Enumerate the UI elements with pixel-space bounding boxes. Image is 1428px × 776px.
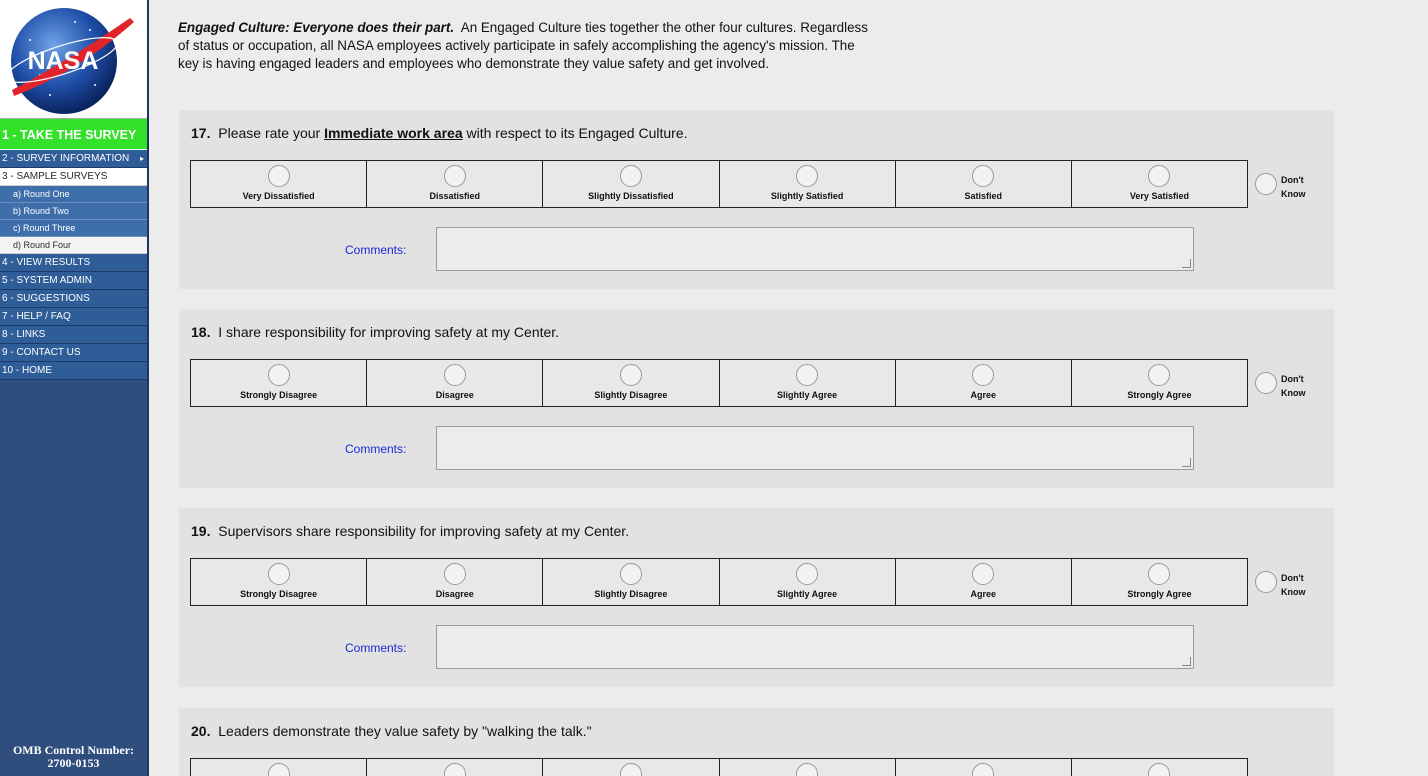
radio-button[interactable] <box>1148 563 1170 585</box>
rating-option[interactable] <box>367 161 543 207</box>
nav-survey-information-label: 2 - SURVEY INFORMATION <box>2 153 130 164</box>
rating-option[interactable] <box>1072 360 1247 406</box>
radio-button[interactable] <box>620 364 642 386</box>
rating-option[interactable] <box>1072 759 1247 776</box>
question-title <box>191 523 629 539</box>
radio-button[interactable] <box>268 563 290 585</box>
rating-option-label: Strongly Disagree <box>240 589 318 599</box>
radio-button[interactable] <box>796 165 818 187</box>
omb-value: 2700-0153 <box>47 756 100 770</box>
comments-textarea[interactable] <box>436 227 1194 271</box>
rating-option[interactable] <box>543 360 719 406</box>
rating-option-label: Slightly Agree <box>777 589 838 599</box>
nav-contact-us[interactable]: 9 - CONTACT US <box>0 344 147 362</box>
radio-button[interactable] <box>444 364 466 386</box>
rating-option[interactable] <box>191 360 367 406</box>
rating-option[interactable] <box>191 759 367 776</box>
question-block <box>179 708 1334 776</box>
nav-suggestions[interactable]: 6 - SUGGESTIONS <box>0 290 147 308</box>
dont-know-radio[interactable] <box>1255 173 1277 195</box>
rating-option[interactable] <box>896 559 1072 605</box>
rating-option-label: Dissatisfied <box>429 191 481 201</box>
radio-button[interactable] <box>1148 364 1170 386</box>
question-number: 20. <box>191 723 211 739</box>
radio-button[interactable] <box>1148 763 1170 776</box>
radio-button[interactable] <box>620 563 642 585</box>
nav-round-two[interactable]: b) Round Two <box>0 203 147 220</box>
question-text: I share responsibility for improving safety at my Center. <box>218 324 560 340</box>
radio-button[interactable] <box>268 763 290 776</box>
rating-option-label: Strongly Agree <box>1127 589 1192 599</box>
nav-help-faq[interactable]: 7 - HELP / FAQ <box>0 308 147 326</box>
rating-option[interactable] <box>543 161 719 207</box>
rating-option-label: Agree <box>970 589 997 599</box>
radio-button[interactable] <box>796 563 818 585</box>
radio-button[interactable] <box>796 763 818 776</box>
rating-option-label: Disagree <box>435 589 474 599</box>
nav-home[interactable]: 10 - HOME <box>0 362 147 380</box>
dont-know-radio[interactable] <box>1255 571 1277 593</box>
radio-button[interactable] <box>972 165 994 187</box>
nasa-logo[interactable] <box>0 0 147 118</box>
question-title <box>191 723 592 739</box>
intro-text: An Engaged Culture ties together the other four cultures. Regardless of status or occupation, all NASA employees actively participate in safely accomplishing the agency's mission. The key is having engaged leaders and employees who demonstrate they value safety and get involved. <box>178 20 868 71</box>
nav-system-admin[interactable]: 5 - SYSTEM ADMIN <box>0 272 147 290</box>
question-emphasis: Immediate work area <box>324 125 463 141</box>
radio-button[interactable] <box>972 763 994 776</box>
radio-button[interactable] <box>268 165 290 187</box>
rating-option[interactable] <box>367 360 543 406</box>
rating-scale <box>190 558 1248 606</box>
radio-button[interactable] <box>972 364 994 386</box>
nasa-logo-icon <box>0 0 147 118</box>
rating-option[interactable] <box>896 759 1072 776</box>
rating-option-label: Disagree <box>435 390 474 400</box>
rating-option[interactable] <box>720 559 896 605</box>
rating-option[interactable] <box>720 161 896 207</box>
sidebar <box>0 0 149 776</box>
radio-button[interactable] <box>444 763 466 776</box>
rating-option-label: Strongly Disagree <box>240 390 318 400</box>
comments-textarea[interactable] <box>436 426 1194 470</box>
radio-button[interactable] <box>268 364 290 386</box>
radio-button[interactable] <box>796 364 818 386</box>
rating-option[interactable] <box>367 759 543 776</box>
rating-option[interactable] <box>543 759 719 776</box>
question-number: 17. <box>191 125 211 141</box>
rating-option-label: Very Satisfied <box>1129 191 1189 201</box>
rating-option-label: Slightly Satisfied <box>770 191 844 201</box>
question-title <box>191 324 559 340</box>
omb-label: OMB Control Number: <box>12 743 135 757</box>
nav-round-one[interactable]: a) Round One <box>0 186 147 203</box>
rating-option[interactable] <box>367 559 543 605</box>
comments-label: Comments: <box>345 442 407 456</box>
nav-round-four[interactable]: d) Round Four <box>0 237 147 254</box>
radio-button[interactable] <box>972 563 994 585</box>
rating-option[interactable] <box>720 759 896 776</box>
nav-links[interactable]: 8 - LINKS <box>0 326 147 344</box>
question-number: 19. <box>191 523 211 539</box>
nav-round-three[interactable]: c) Round Three <box>0 220 147 237</box>
rating-scale <box>190 160 1248 208</box>
rating-option-label: Satisfied <box>964 191 1003 201</box>
question-block <box>179 110 1334 289</box>
question-title <box>191 125 688 141</box>
nav-survey-information[interactable] <box>0 150 147 168</box>
rating-option[interactable] <box>720 360 896 406</box>
rating-option[interactable] <box>191 161 367 207</box>
rating-option[interactable] <box>896 161 1072 207</box>
radio-button[interactable] <box>444 563 466 585</box>
question-block <box>179 309 1334 488</box>
question-text: Please rate your <box>218 125 321 141</box>
question-text: Supervisors share responsibility for improving safety at my Center. <box>218 523 630 539</box>
rating-option-label: Slightly Disagree <box>594 589 668 599</box>
rating-option-label: Strongly Agree <box>1127 390 1192 400</box>
logo-text: NASA <box>27 47 99 75</box>
rating-option-label: Slightly Disagree <box>594 390 668 400</box>
rating-option[interactable] <box>1072 559 1247 605</box>
dont-know-label: Don't Know <box>1281 175 1306 199</box>
radio-button[interactable] <box>444 165 466 187</box>
rating-option[interactable] <box>543 559 719 605</box>
comments-label: Comments: <box>345 641 407 655</box>
intro-paragraph <box>178 19 878 73</box>
rating-option[interactable] <box>191 559 367 605</box>
omb-control-number <box>0 744 147 770</box>
question-block <box>179 508 1334 687</box>
radio-button[interactable] <box>620 165 642 187</box>
intro-title: Engaged Culture: Everyone does their part. <box>178 20 455 35</box>
comments-textarea[interactable] <box>436 625 1194 669</box>
question-number: 18. <box>191 324 211 340</box>
nav-take-survey[interactable]: 1 - TAKE THE SURVEY <box>0 118 147 150</box>
radio-button[interactable] <box>1148 165 1170 187</box>
question-text: Leaders demonstrate they value safety by "walking the talk." <box>218 723 592 739</box>
rating-option-label: Very Dissatisfied <box>242 191 315 201</box>
rating-option[interactable] <box>896 360 1072 406</box>
nav-sample-surveys[interactable]: 3 - SAMPLE SURVEYS <box>0 168 147 186</box>
rating-option-label: Agree <box>970 390 997 400</box>
rating-option[interactable] <box>1072 161 1247 207</box>
dont-know-radio[interactable] <box>1255 372 1277 394</box>
main-content <box>149 0 1428 776</box>
rating-scale <box>190 758 1248 776</box>
question-text-end: with respect to its Engaged Culture. <box>466 125 688 141</box>
rating-option-label: Slightly Dissatisfied <box>588 191 674 201</box>
radio-button[interactable] <box>620 763 642 776</box>
nav-view-results[interactable]: 4 - VIEW RESULTS <box>0 254 147 272</box>
dont-know-label: Don't Know <box>1281 374 1306 398</box>
rating-option-label: Slightly Agree <box>777 390 838 400</box>
rating-scale <box>190 359 1248 407</box>
comments-label: Comments: <box>345 243 407 257</box>
dont-know-label: Don't Know <box>1281 573 1306 597</box>
chevron-right-icon: ▸ <box>139 154 144 163</box>
